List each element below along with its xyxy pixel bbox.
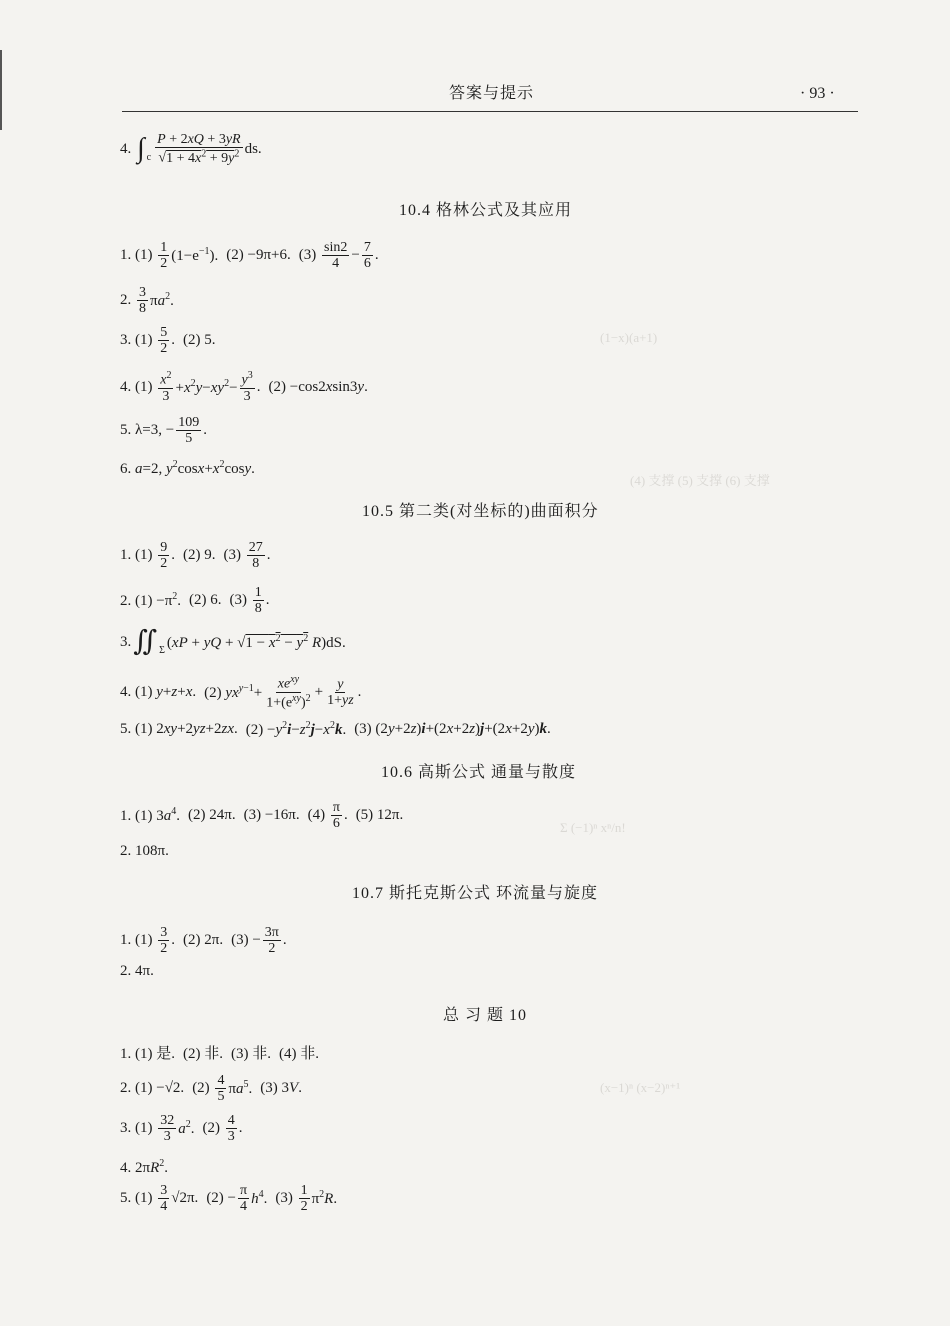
answer-item: 4. (1) $\frac{x^2}{3}$ $+x^2y-xy^2-$ $\frac{y^3}{3}$ . (2) −cos2xsin3y. [120,370,368,405]
answer-item: 3. (1) $\frac{5}{2}$ . (2) 5. [120,325,216,357]
running-header-title: 答案与提示 [449,85,535,102]
answer-item: 4. $2\pi R^2$. [120,1158,168,1176]
answer-item: 1. (1) $\frac{3}{2}$ . (2) 2π. (3) − $\frac{3\pi}{2}$ . [120,925,287,957]
answer-item: 1. (1) $\frac{9}{2}$ . (2) 9. (3) $\frac{27}{8}$ . [120,540,271,572]
bleed-through-text: (4) 支撑 (5) 支撑 (6) 支撑 [630,473,770,488]
answer-item: 3. (1) $\frac{32}{3}$ $a^2$. (2) $\frac{4}{3}$ . [120,1113,243,1145]
answer-item: 5. (1) 2xy+2yz+2zx. $(2) -y^2i-z^2j-x^2k$. (3) (2y+2z)i+(2x+2z)j+(2x+2y)k. [120,720,551,738]
answer-item: 2. $(1) -\pi^2$. (2) 6. (3) $\frac{1}{8}$ . [120,585,270,617]
answer-item: 2. 108π. [120,843,169,859]
bleed-through-text: (1−x)(a+1) [600,330,658,345]
section-heading: 10.6 高斯公式 通量与散度 [381,764,577,781]
header-rule [122,111,858,112]
section-heading: 10.5 第二类(对坐标的)曲面积分 [362,503,599,520]
answer-item: 5. (1) $\frac{3}{4}$ √2π. (2) − $\frac{\pi}{4}$ $h^4$. (3) $\frac{1}{2}$ $\pi^2R$. [120,1183,338,1215]
section-heading: 10.4 格林公式及其应用 [399,202,573,219]
answer-item: 4. ∫ c $\frac{P + 2xQ + 3yR}{√1 + 4x^2 + 9y^2}$ ds. [120,132,262,167]
answer-item: 1. (1) 是. (2) 非. (3) 非. (4) 非. [120,1046,319,1062]
bleed-through-text: Σ (−1)ⁿ xⁿ/n! [560,820,626,835]
section-heading: 10.7 斯托克斯公式 环流量与旋度 [352,885,599,902]
answer-item: 1. (1) $\frac{1}{2}$ $(1-e^{-1})$. (2) −9π+6. (3) $\frac{\sin 2}{4}$ − $\frac{7}{6}$ . [120,240,379,272]
bleed-through-text: (x−1)ⁿ (x−2)ⁿ⁺¹ [600,1080,681,1095]
answer-item: 4. (1) y+z+x. (2) $yx^{y-1}+$ $\frac{xe^{xy}}{1+(e^{xy})^2}$ + $\frac{y}{1+yz}$ . [120,674,362,711]
scan-edge-mark [0,50,2,130]
section-heading: 总 习 题 10 [443,1007,528,1024]
answer-item: 2. $\frac{3}{8}$ $\pi a^2$. [120,285,174,317]
answer-item: 1. (1) $3a^4$. (2) 24π. (3) −16π. (4) $\frac{\pi}{6}$ . (5) 12π. [120,800,404,832]
answer-item: 2. 4π. [120,963,154,979]
answer-item: 2. (1) −√2. (2) $\frac{4}{5}$ $\pi a^5$. (3) 3V. [120,1073,302,1105]
answer-item: 3. ∬ Σ (xP + yQ + $√1 - x^2 - y^2$ R)dS. [120,626,346,657]
answer-item: 6. a=2, $y^2\cos x+x^2\cos y$. [120,459,255,477]
answer-item: 5. λ=3, − $\frac{109}{5}$ . [120,415,207,447]
page-number: · 93 · [800,85,835,102]
